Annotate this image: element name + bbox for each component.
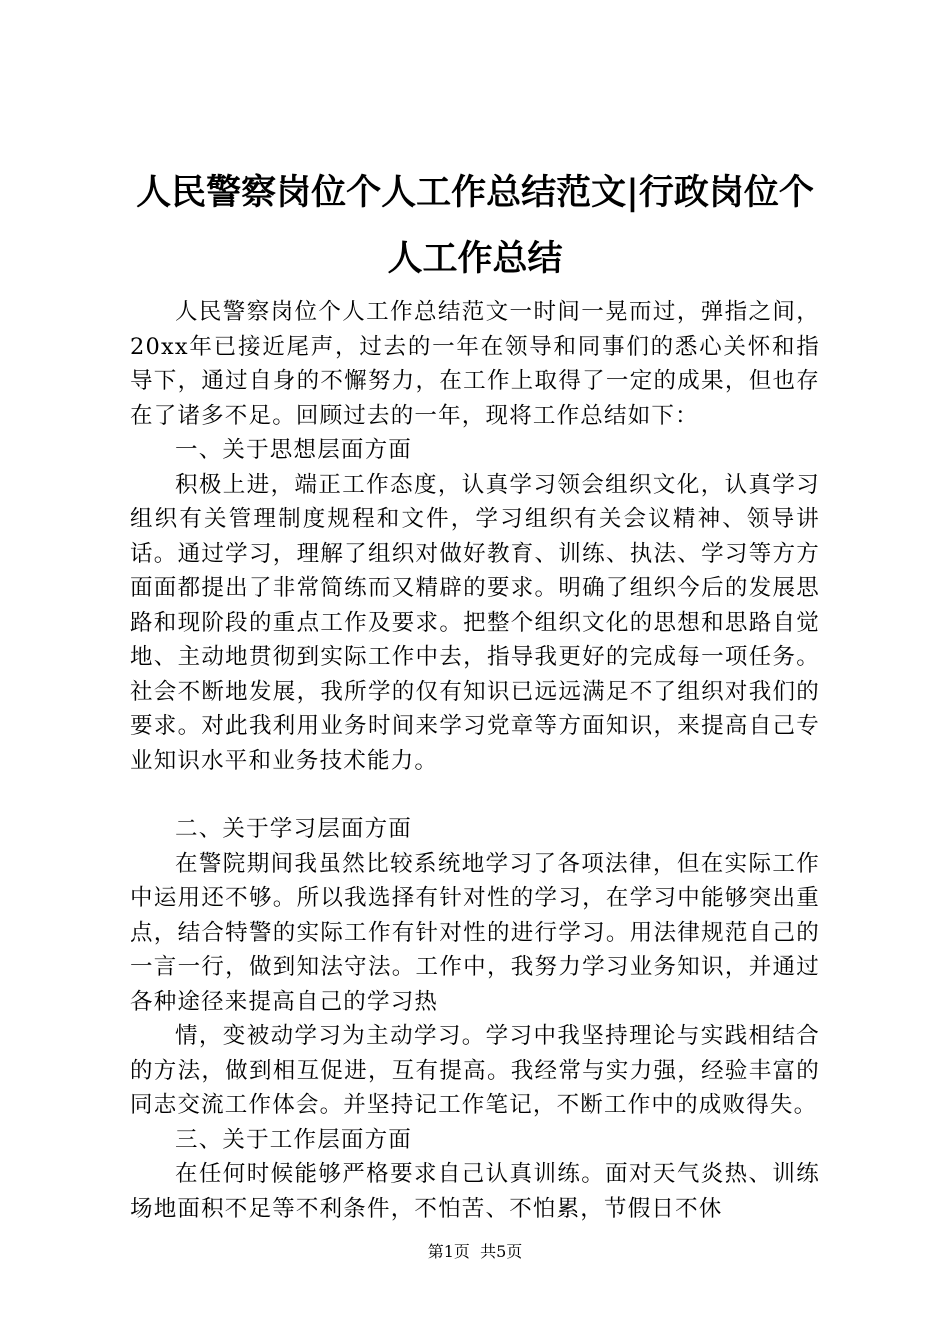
section-heading-work: 三、关于工作层面方面 — [175, 1126, 413, 1153]
page-number: 第1页 — [427, 1242, 470, 1261]
section-heading-study: 二、关于学习层面方面 — [175, 816, 413, 842]
title-line-1: 人民警察岗位个人工作总结范文|行政岗位个 — [136, 172, 814, 213]
work-paragraph: 在任何时候能够严格要求自己认真训练。面对天气炎热、训练场地面积不足等不利条件，不怕苦、不怕累，节假日不休 — [130, 1161, 820, 1222]
page-total: 共5页 — [480, 1242, 523, 1261]
intro-paragraph: 人民警察岗位个人工作总结范文一时间一晃而过，弹指之间，20xx年已接近尾声，过去的一年在领导和同事们的悉心关怀和指导下，通过自身的不懈努力，在工作上取得了一定的成果，但也存在了诸多不足。回顾过去的一年，现将工作总结如下： — [130, 299, 820, 429]
title-line-2: 人工作总结 — [387, 238, 563, 279]
study-paragraph-1: 在警院期间我虽然比较系统地学习了各项法律，但在实际工作中运用还不够。所以我选择有针对性的学习，在学习中能够突出重点，结合特警的实际工作有针对性的进行学习。用法律规范自己的一言一行，做到知法守法。工作中，我努力学习业务知识，并通过各种途径来提高自己的学习热 — [130, 850, 820, 1015]
page-footer — [0, 1240, 950, 1264]
document-body — [130, 295, 820, 1226]
section-heading-thought: 一、关于思想层面方面 — [175, 437, 413, 463]
study-paragraph-2: 情，变被动学习为主动学习。学习中我坚持理论与实践相结合的方法，做到相互促进，互有提高。我经常与实力强，经验丰富的同志交流工作体会。并坚持记工作笔记，不断工作中的成败得失。 — [130, 1023, 820, 1118]
thought-paragraph: 积极上进，端正工作态度，认真学习领会组织文化，认真学习组织有关管理制度规程和文件，学习组织有关会议精神、领导讲话。通过学习，理解了组织对做好教育、训练、执法、学习等方方面面都提出了非常简练而又精辟的要求。明确了组织今后的发展思路和现阶段的重点工作及要求。把整个组织文化的思想和思路自觉地、主动地贯彻到实际工作中去，指导我更好的完成每一项任务。社会不断地发展，我所学的仅有知识已远远满足不了组织对我们的要求。对此我利用业务时间来学习党章等方面知识，来提高自己专业知识水平和业务技术能力。 — [130, 471, 820, 774]
document-title — [120, 160, 830, 292]
